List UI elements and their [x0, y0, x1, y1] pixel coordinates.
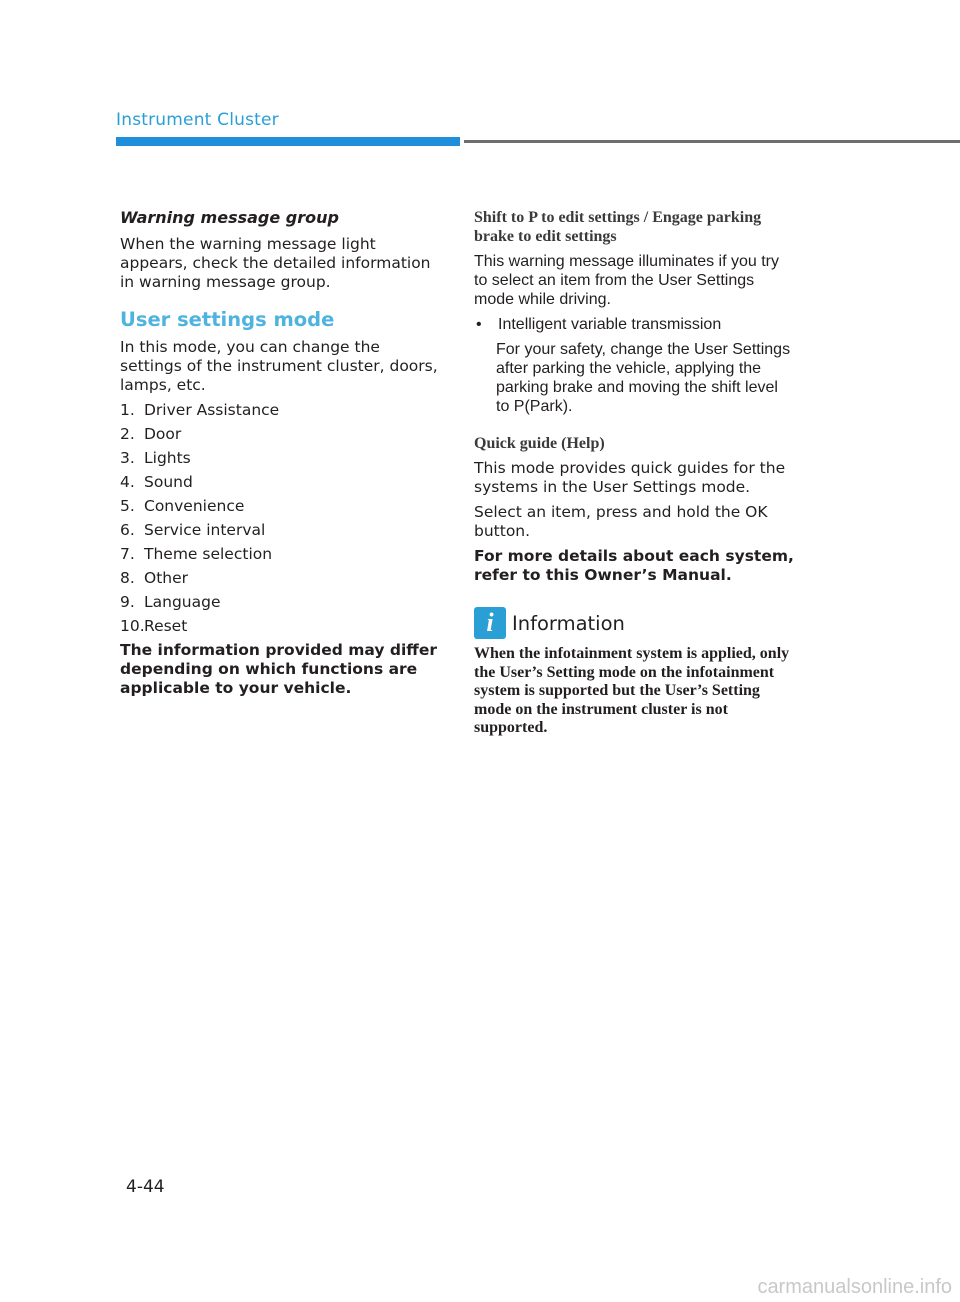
list-item-number: 8. [120, 569, 135, 587]
information-box [474, 607, 794, 738]
list-item-label: Language [144, 593, 221, 611]
list-item-number: 6. [120, 521, 135, 539]
list-item [120, 617, 442, 636]
information-text: When the infotainment system is applied, only the User’s Setting mode on the infotainment system is supported but the User’s Setting mode on the instrument cluster is not supported. [474, 645, 790, 736]
list-item-number: 7. [120, 545, 135, 563]
list-item-label: Door [144, 425, 182, 443]
list-item-number: 1. [120, 401, 135, 419]
list-item-label: Lights [144, 449, 191, 467]
warning-group-heading: Warning message group [120, 208, 339, 227]
user-settings-intro: In this mode, you can change the settings of the instrument cluster, doors, lamps, etc. [120, 338, 438, 394]
list-item-number: 5. [120, 497, 135, 515]
list-item [120, 593, 442, 612]
list-item-number: 10. [120, 617, 145, 635]
bullet-label: Intelligent variable transmission [498, 316, 722, 333]
settings-list [120, 401, 442, 636]
left-column [120, 208, 442, 698]
information-title: Information [512, 611, 625, 635]
list-item [120, 401, 442, 420]
quick-guide-text-2: Select an item, press and hold the OK button. [474, 503, 768, 540]
bullet-icon: • [476, 316, 482, 333]
bullet-item [474, 315, 794, 334]
header-rule [464, 140, 960, 143]
quick-guide-note: For more details about each system, refer to this Owner’s Manual. [474, 547, 794, 584]
watermark: carmanualsonline.info [757, 1276, 952, 1298]
list-item-label: Sound [144, 473, 193, 491]
list-item-label: Other [144, 569, 189, 587]
header-accent-bar [116, 137, 460, 146]
list-item [120, 425, 442, 444]
shift-to-p-text: This warning message illuminates if you try to select an item from the User Settings mode while driving. [474, 253, 780, 308]
warning-group-text: When the warning message light appears, check the detailed information in warning message group. [120, 235, 431, 291]
list-item-number: 4. [120, 473, 135, 491]
information-header [474, 607, 794, 639]
list-item-number: 9. [120, 593, 135, 611]
quick-guide-heading: Quick guide (Help) [474, 435, 605, 452]
list-item [120, 449, 442, 468]
info-icon: i [474, 607, 506, 639]
list-item [120, 497, 442, 516]
list-item-label: Reset [144, 617, 188, 635]
list-item [120, 473, 442, 492]
list-item-number: 2. [120, 425, 135, 443]
list-item-label: Driver Assistance [144, 401, 280, 419]
page-number: 4-44 [126, 1177, 165, 1197]
right-column [474, 208, 794, 738]
list-item-label: Convenience [144, 497, 245, 515]
list-item [120, 545, 442, 564]
quick-guide-text-1: This mode provides quick guides for the systems in the User Settings mode. [474, 459, 786, 496]
user-settings-note: The information provided may differ depending on which functions are applicable to your vehicle. [120, 641, 437, 697]
list-item-label: Service interval [144, 521, 266, 539]
list-item [120, 569, 442, 588]
section-header-title: Instrument Cluster [116, 110, 279, 130]
user-settings-heading: User settings mode [120, 308, 335, 331]
list-item-label: Theme selection [144, 545, 273, 563]
bullet-detail: For your safety, change the User Settings after parking the vehicle, applying the parking brake and moving the shift level to P(Park). [496, 341, 791, 415]
list-item-number: 3. [120, 449, 135, 467]
shift-to-p-heading: Shift to P to edit settings / Engage parking brake to edit settings [474, 209, 762, 245]
list-item [120, 521, 442, 540]
